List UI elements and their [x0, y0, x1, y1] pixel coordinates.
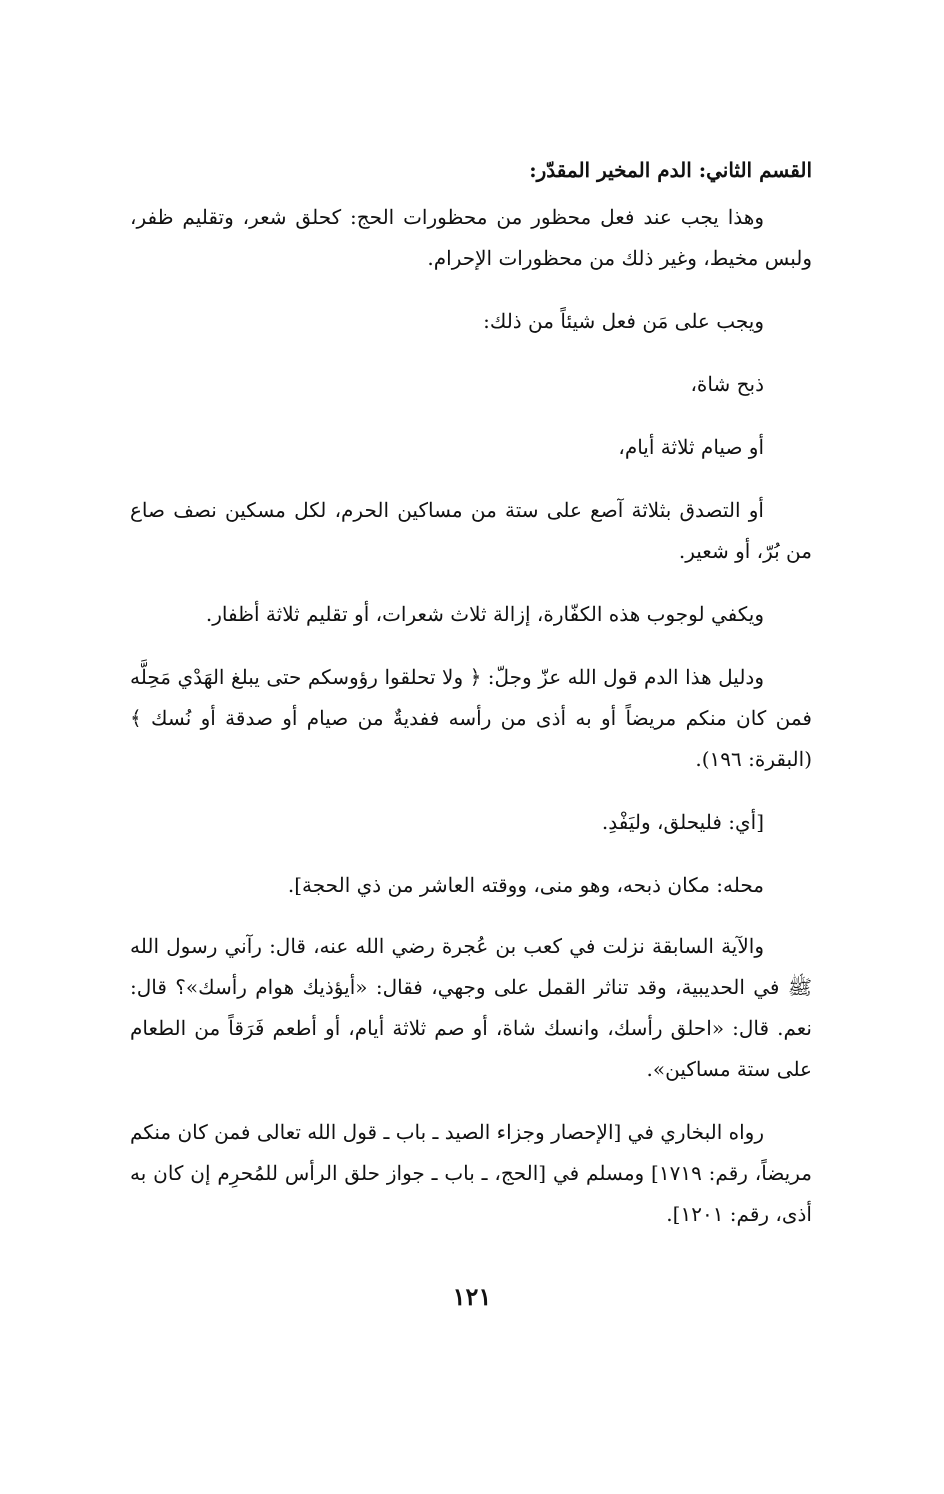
page-number: ١٢١	[452, 1282, 492, 1311]
option-fasting: أو صيام ثلاثة أيام،	[618, 435, 764, 459]
paragraph-sufficiency: ويكفي لوجوب هذه الكفّارة، إزالة ثلاث شعرات، أو تقليم ثلاثة أظفار.	[205, 602, 764, 626]
paragraph-evidence: ودليل هذا الدم قول الله عزّ وجلّ: ﴿ ولا تحلقوا رؤوسكم حتى يبلغ الهَدْي مَحِلَّه فمن كان منكم مريضاً أو به أذى من رأسه ففديةٌ من صيام أو صدقة أو نُسك ﴾ (البقرة: ١٩٦).	[130, 665, 812, 771]
paragraph-obligation: ويجب على مَن فعل شيئاً من ذلك:	[483, 309, 764, 333]
paragraph-hadith: والآية السابقة نزلت في كعب بن عُجرة رضي الله عنه، قال: رآني رسول الله ﷺ في الحديبية، وقد تناثر القمل على وجهي، فقال: «أيؤذيك هوام رأسك»؟ قال: نعم. قال: «احلق رأسك، وانسك شاة، أو صم ثلاثة أيام، أو أطعم فَرَقاً من الطعام على ستة مساكين».	[130, 934, 812, 1081]
paragraph-explanation: [أي: فليحلق، وليَفْدِ.	[601, 810, 764, 834]
paragraph-place-time: محله: مكان ذبحه، وهو منى، ووقته العاشر من ذي الحجة].	[287, 873, 764, 897]
paragraph-citation: رواه البخاري في [الإحصار وجزاء الصيد ـ باب ـ قول الله تعالى فمن كان منكم مريضاً، رقم: ١٧١٩] ومسلم في [الحج، ـ باب ـ جواز حلق الرأس للمُحرِم إن كان به أذى، رقم: ١٢٠١].	[130, 1120, 812, 1226]
paragraph-definition: وهذا يجب عند فعل محظور من محظورات الحج: كحلق شعر، وتقليم ظفر، ولبس مخيط، وغير ذلك من محظورات الإحرام.	[130, 205, 812, 270]
page-body	[130, 150, 812, 1257]
section-heading: القسم الثاني: الدم المخير المقدّر:	[529, 158, 812, 182]
option-slaughter: ذبح شاة،	[690, 372, 764, 396]
option-charity: أو التصدق بثلاثة آصع على ستة من مساكين الحرم، لكل مسكين نصف صاع من بُرّ، أو شعير.	[130, 498, 812, 563]
